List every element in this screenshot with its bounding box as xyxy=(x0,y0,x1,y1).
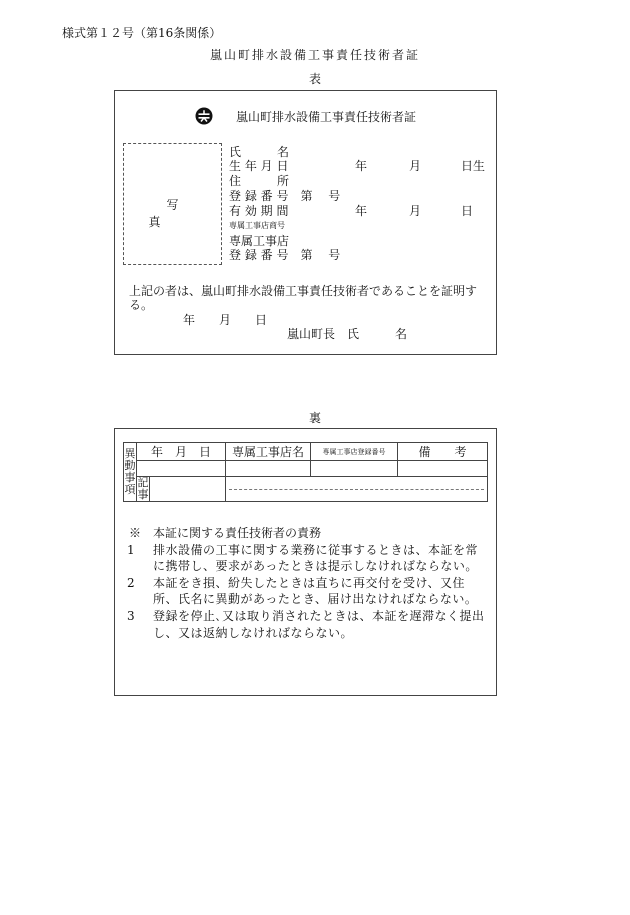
document-title: 嵐山町排水設備工事責任技術者証 xyxy=(209,48,420,62)
front-card xyxy=(114,90,497,355)
birth-field: 生 年 月 日 xyxy=(229,159,289,173)
record-dashed-line xyxy=(229,489,484,490)
card-title: 嵐山町排水設備工事責任技術者証 xyxy=(236,110,417,124)
duty-item: 3 登録を停止､又は取り消されたときは、本証を遅滞なく提出し、又は返納しなければならない。 xyxy=(127,608,485,640)
record-date-cell xyxy=(150,477,226,502)
certification-text: 上記の者は、嵐山町排水設備工事責任技術者であることを証明する。 xyxy=(129,284,478,312)
front-side-label: 表 xyxy=(308,72,321,86)
record-label: 記 事 xyxy=(137,476,149,501)
issue-date: 年 月 日 xyxy=(183,313,268,327)
address-field: 住 所 xyxy=(229,174,290,188)
birth-year: 年 xyxy=(355,159,368,173)
form-number: 様式第１２号（第16条関係） xyxy=(62,26,222,40)
reg-no-field: 登 録 番 号 第 号 xyxy=(229,189,341,203)
duties-section xyxy=(127,525,487,641)
date-header: 年 月 日 xyxy=(137,443,226,461)
date-cell xyxy=(137,461,226,477)
changes-table xyxy=(123,442,488,502)
remarks-cell xyxy=(398,461,488,477)
duty-item: 2 本証をき損、紛失したときは直ちに再交付を受け、又住所、氏名に異動があったとき、届け出なければならない。 xyxy=(127,575,478,607)
validity-month: 月 xyxy=(409,204,422,218)
photo-label: 写真 xyxy=(148,198,215,229)
shop-trade-name-field: 専属工事店商号 xyxy=(229,221,285,230)
photo-box xyxy=(123,143,222,265)
town-emblem-icon xyxy=(195,107,213,125)
validity-field: 有 効 期 間 xyxy=(229,204,289,218)
back-side-label: 裏 xyxy=(308,411,321,425)
birth-month: 月 xyxy=(409,159,422,173)
shop-name-cell xyxy=(226,461,311,477)
shop-field: 専属工事店 xyxy=(229,234,290,248)
shop-name-header: 専属工事店名 xyxy=(226,443,311,461)
birth-day: 日生 xyxy=(461,159,486,173)
duty-item: 1 排水設備の工事に関する業務に従事するときは、本証を常に携帯し、要求があったときは提示しなければならない。 xyxy=(127,542,479,574)
shop-reg-no-field: 登 録 番 号 第 号 xyxy=(229,248,341,262)
duties-heading: ※ 本証に関する責任技術者の責務 xyxy=(129,526,322,540)
remarks-header: 備 考 xyxy=(398,443,488,461)
back-card xyxy=(114,428,497,696)
shop-reg-header: 専属工事店登録番号 xyxy=(311,443,398,461)
record-content-cell xyxy=(226,477,488,502)
validity-day: 日 xyxy=(461,204,474,218)
shop-reg-cell xyxy=(311,461,398,477)
mayor-signature-line: 嵐山町長 氏 名 xyxy=(287,327,408,341)
changes-label: 異 動 事 項 xyxy=(124,443,137,502)
validity-year: 年 xyxy=(355,204,368,218)
name-field: 氏 名 xyxy=(229,145,290,159)
